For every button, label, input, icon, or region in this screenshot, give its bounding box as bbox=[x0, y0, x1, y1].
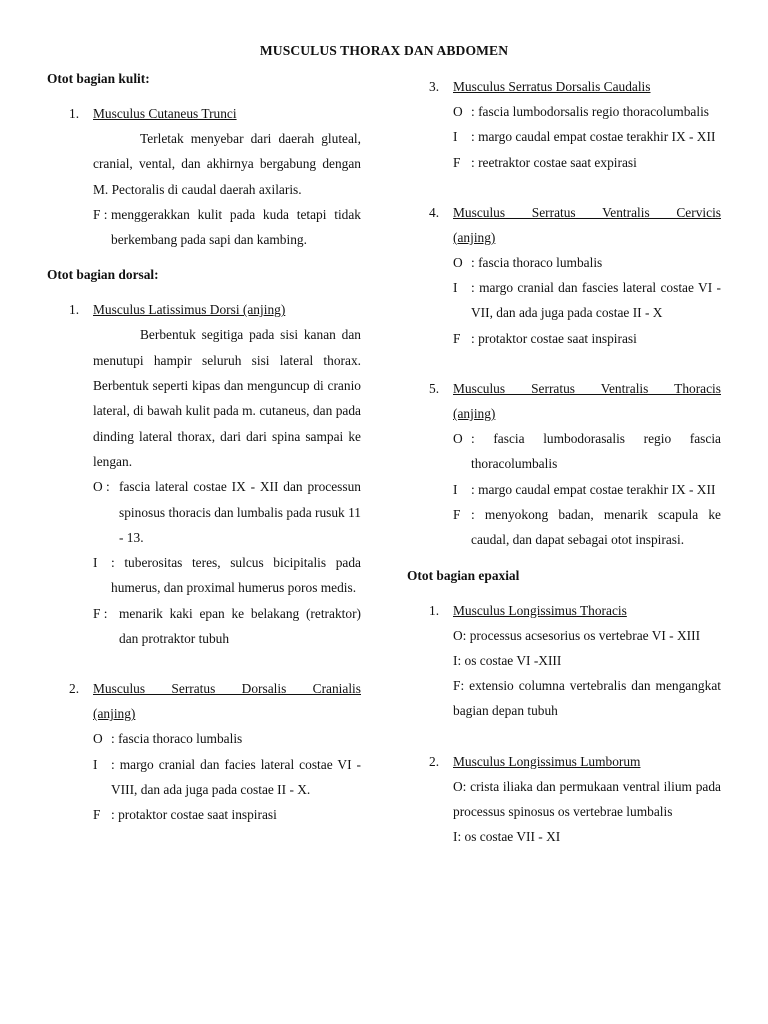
field-function bbox=[453, 326, 721, 351]
field-origin bbox=[453, 426, 721, 477]
field-key: O bbox=[93, 731, 103, 747]
field-insertion bbox=[453, 124, 721, 149]
field-origin bbox=[453, 99, 721, 124]
field-function bbox=[93, 601, 361, 652]
entry-title: Musculus Longissimus Thoracis bbox=[453, 602, 627, 618]
entry-title: Musculus Serratus Dorsalis Cranialis bbox=[93, 681, 361, 697]
field-function bbox=[93, 802, 361, 827]
entry-number: 3. bbox=[429, 79, 440, 94]
field-origin bbox=[93, 474, 361, 550]
field-key: O bbox=[453, 431, 463, 447]
entry-serratus-dorsalis-caudalis bbox=[407, 74, 721, 175]
field-insertion bbox=[453, 477, 721, 502]
entry-title: Musculus Latissimus Dorsi (anjing) bbox=[93, 302, 286, 318]
entry-longissimus-thoracis bbox=[407, 598, 721, 724]
field-value: : fascia thoraco lumbalis bbox=[111, 731, 243, 747]
entry-description: Berbentuk segitiga pada sisi kanan dan menutupi hampir seluruh sisi lateral thorax. Berbentuk seperti kipas dan menguncup di cranio lateral, di bawah kulit pada m. cutaneus, dan pada dinding lateral thorax, dari dari spina sampai ke lengan. bbox=[93, 327, 361, 469]
field-key: F bbox=[93, 807, 101, 823]
field-value: : margo cranial dan fascies lateral costae VI - VII, dan ada juga pada costae II - X bbox=[471, 280, 721, 321]
entry-title: Musculus Serratus Ventralis Cervicis bbox=[453, 204, 721, 220]
section-heading-kulit: Otot bagian kulit: bbox=[47, 71, 150, 86]
field-origin bbox=[93, 726, 361, 751]
entry-number: 2. bbox=[69, 681, 80, 697]
entry-latissimus-dorsi bbox=[47, 297, 361, 651]
entry-title: Musculus Cutaneus Trunci bbox=[93, 106, 237, 121]
field-origin: O: crista iliaka dan permukaan ventral ilium pada processus spinosus os vertebrae lumbalis bbox=[453, 778, 721, 820]
field-origin bbox=[453, 250, 721, 275]
entry-number: 1. bbox=[69, 302, 80, 318]
left-column bbox=[47, 66, 361, 828]
entry-title-continued: (anjing) bbox=[453, 229, 496, 245]
field-value: menarik kaki epan ke belakang (retraktor) dan protraktor tubuh bbox=[119, 605, 361, 647]
entry-title: Musculus Longissimus Lumborum bbox=[453, 753, 641, 769]
entry-cutaneus-trunci bbox=[47, 101, 361, 252]
field-value: fascia lateral costae IX - XII dan processun spinosus thoracis dan lumbalis pada rusuk 11 - 13. bbox=[119, 479, 361, 545]
field-insertion: I: os costae VII - XI bbox=[453, 829, 561, 845]
field-function bbox=[93, 202, 361, 253]
field-value: : fascia thoraco lumbalis bbox=[471, 254, 603, 270]
entry-title: Musculus Serratus Ventralis Thoracis bbox=[453, 381, 721, 397]
right-column bbox=[407, 74, 721, 850]
field-key: I bbox=[453, 481, 458, 497]
field-insertion: I: os costae VI -XIII bbox=[453, 652, 562, 668]
entry-number: 5. bbox=[429, 381, 440, 397]
field-key: I bbox=[453, 280, 458, 296]
field-value: : margo caudal empat costae terakhir IX - XII bbox=[471, 481, 716, 497]
entry-number: 1. bbox=[429, 602, 440, 618]
entry-serratus-ventralis-thoracis bbox=[407, 376, 721, 552]
field-key: I bbox=[93, 555, 98, 571]
entry-title-continued: (anjing) bbox=[93, 706, 136, 722]
entry-description: Terletak menyebar dari daerah gluteal, cranial, vental, dan akhirnya bergabung dengan M. Pectoralis di caudal daerah axilaris. bbox=[93, 131, 361, 197]
field-key: F bbox=[453, 330, 461, 346]
field-insertion bbox=[93, 752, 361, 803]
entry-number: 1. bbox=[69, 106, 80, 121]
field-value: : menyokong badan, menarik scapula ke caudal, dan dapat sebagai otot inspirasi. bbox=[471, 506, 721, 548]
entry-number: 2. bbox=[429, 753, 440, 769]
entry-longissimus-lumborum bbox=[407, 749, 721, 850]
field-key: I bbox=[93, 756, 98, 772]
section-heading-dorsal: Otot bagian dorsal: bbox=[47, 267, 159, 283]
field-key: O bbox=[453, 104, 463, 119]
entry-title: Musculus Serratus Dorsalis Caudalis bbox=[453, 79, 651, 94]
field-key: O bbox=[453, 254, 463, 270]
field-function: F: extensio columna vertebralis dan mengangkat bagian depan tubuh bbox=[453, 678, 721, 719]
entry-title-continued: (anjing) bbox=[453, 406, 496, 422]
field-value: : tuberositas teres, sulcus bicipitalis pada humerus, dan proximal humerus poros medis. bbox=[111, 555, 361, 596]
field-value: : margo caudal empat costae terakhir IX - XII bbox=[471, 129, 716, 145]
section-heading-epaxial: Otot bagian epaxial bbox=[407, 567, 520, 583]
field-value: : margo cranial dan facies lateral costae VI - VIII, dan ada juga pada costae II - X. bbox=[111, 756, 361, 797]
field-value: : reetraktor costae saat expirasi bbox=[471, 154, 637, 170]
field-value: : protaktor costae saat inspirasi bbox=[471, 330, 637, 346]
field-value: : fascia lumbodorsalis regio thoracolumbalis bbox=[471, 104, 709, 119]
field-origin: O: processus acsesorius os vertebrae VI - XIII bbox=[453, 627, 701, 643]
field-value: : protaktor costae saat inspirasi bbox=[111, 807, 277, 823]
entry-serratus-dorsalis-cranialis bbox=[47, 676, 361, 827]
entry-number: 4. bbox=[429, 204, 440, 220]
field-key: O : bbox=[93, 479, 110, 495]
field-value: menggerakkan kulit pada kuda tetapi tidak berkembang pada sapi dan kambing. bbox=[111, 206, 361, 248]
field-function bbox=[453, 502, 721, 553]
field-value: : fascia lumbodorasalis regio fascia thoracolumbalis bbox=[471, 431, 721, 472]
field-key: F : bbox=[93, 206, 108, 222]
field-key: F bbox=[453, 506, 461, 522]
field-function bbox=[453, 150, 721, 175]
field-key: F bbox=[453, 154, 461, 170]
field-insertion bbox=[453, 275, 721, 326]
page-title: MUSCULUS THORAX DAN ABDOMEN bbox=[259, 43, 509, 58]
field-insertion bbox=[93, 550, 361, 601]
entry-serratus-ventralis-cervicis bbox=[407, 200, 721, 351]
field-key: F : bbox=[93, 605, 108, 621]
field-key: I bbox=[453, 129, 458, 145]
